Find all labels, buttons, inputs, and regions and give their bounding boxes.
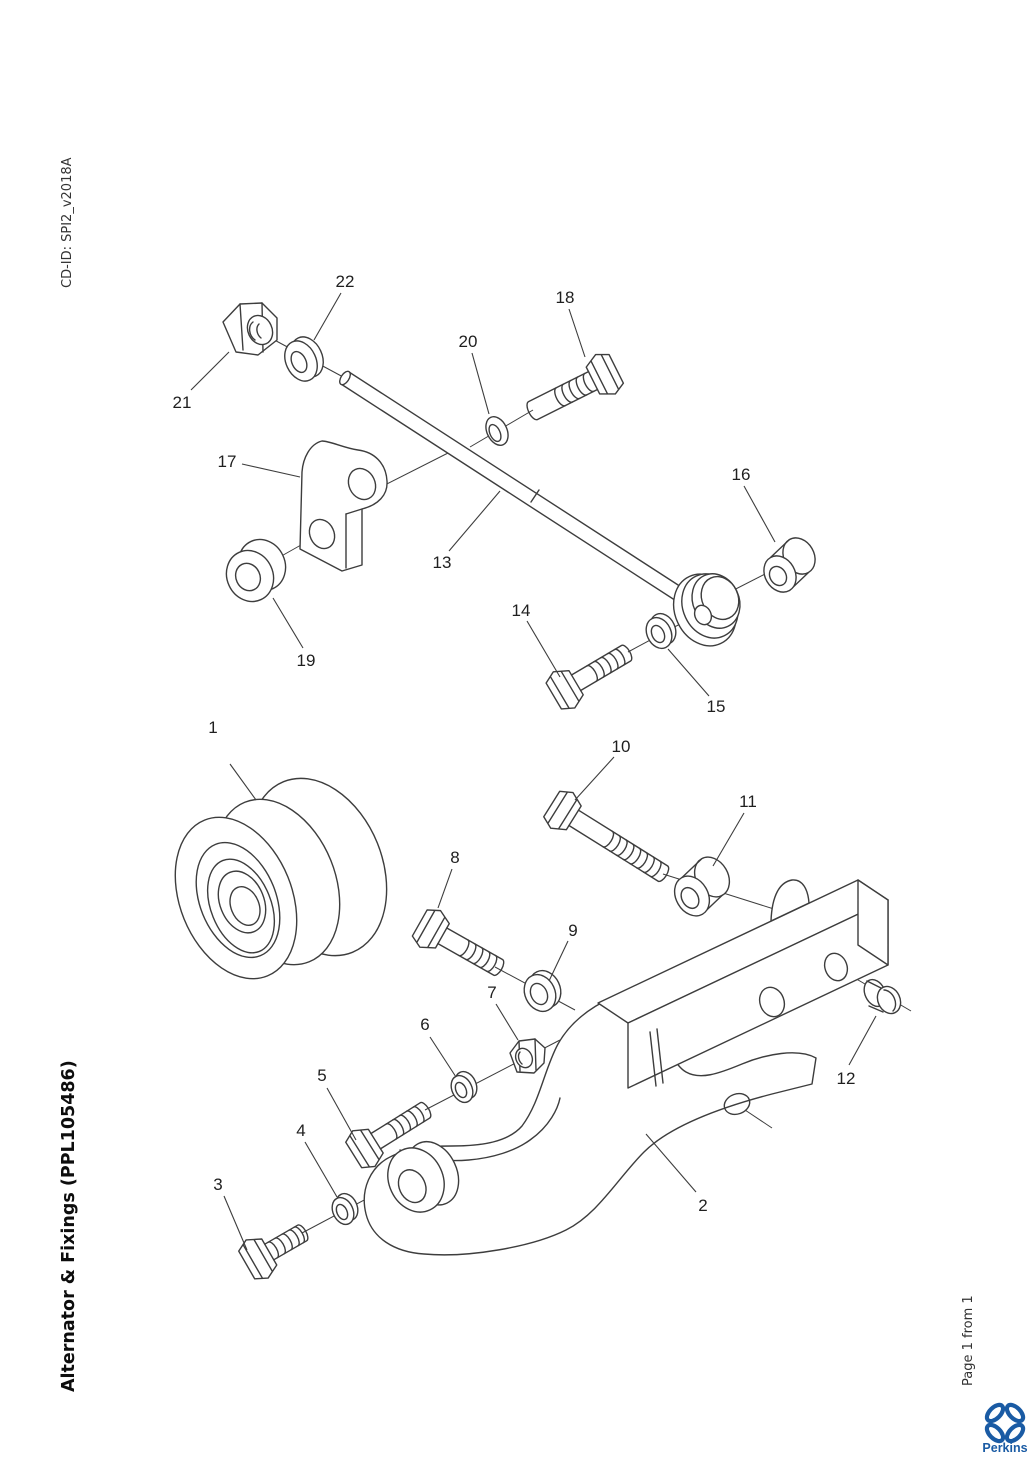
callout-15: 15 <box>706 697 726 716</box>
callout-21: 21 <box>172 393 192 412</box>
callout-1: 1 <box>208 718 218 737</box>
callout-10: 10 <box>611 737 631 756</box>
perkins-rings-icon <box>984 1402 1026 1444</box>
callout-5: 5 <box>317 1066 327 1085</box>
callout-19: 19 <box>296 651 316 670</box>
part-washer-9 <box>518 965 566 1016</box>
callout-20: 20 <box>458 332 478 351</box>
callout-11: 11 <box>739 792 757 811</box>
part-spacer-11 <box>668 851 737 922</box>
callout-7: 7 <box>487 983 497 1002</box>
callout-3: 3 <box>213 1175 223 1194</box>
callout-18: 18 <box>555 288 575 307</box>
callout-13: 13 <box>432 553 452 572</box>
callout-9: 9 <box>568 921 578 940</box>
part-washer-22 <box>279 332 330 387</box>
callout-6: 6 <box>420 1015 430 1034</box>
part-link-bracket <box>300 441 387 571</box>
part-bolt-8 <box>409 905 511 988</box>
part-nut-7 <box>510 1039 545 1073</box>
part-bolt-10 <box>541 786 678 893</box>
callout-2: 2 <box>698 1196 708 1215</box>
callout-4: 4 <box>296 1121 306 1140</box>
part-adjusting-link <box>338 370 749 657</box>
part-spacer-16 <box>758 532 822 598</box>
page-title: Alternator & Fixings (PPL105486) <box>59 1060 79 1392</box>
callout-16: 16 <box>731 465 751 484</box>
cd-id-label: CD-ID: SPI2_v2018A <box>60 157 75 288</box>
part-washer-20 <box>482 413 513 449</box>
part-plug-12 <box>860 976 905 1017</box>
part-washer-6 <box>447 1068 481 1106</box>
callout-22: 22 <box>335 272 355 291</box>
part-pulley <box>153 758 412 997</box>
part-spacer-19 <box>218 532 294 610</box>
callout-17: 17 <box>217 452 237 471</box>
part-bolt-3 <box>236 1212 317 1284</box>
page-indicator: Page 1 from 1 <box>961 1295 976 1386</box>
perkins-wordmark: Perkins <box>982 1441 1028 1455</box>
callout-12: 12 <box>836 1069 856 1088</box>
callout-8: 8 <box>450 848 460 867</box>
perkins-logo <box>982 1402 1027 1455</box>
link-bearing-end <box>662 564 749 656</box>
part-washer-4 <box>328 1190 362 1228</box>
part-nut-21 <box>223 303 277 355</box>
part-bolt-18 <box>519 349 626 432</box>
callout-14: 14 <box>511 601 531 620</box>
